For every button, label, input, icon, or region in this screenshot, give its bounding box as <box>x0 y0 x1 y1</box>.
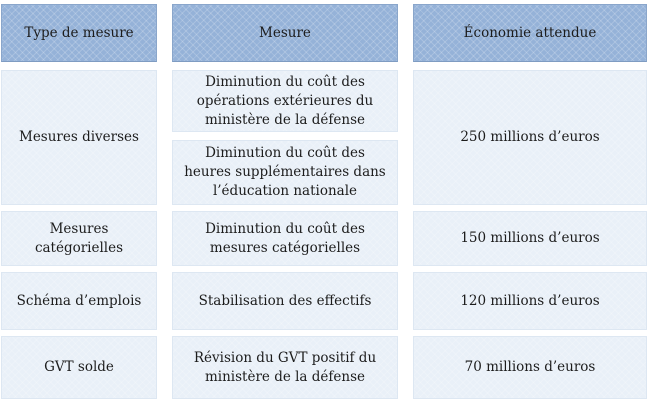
header-label: Mesure <box>259 24 311 41</box>
cell-text: Révision du GVT positif du ministère de la défense <box>193 349 377 385</box>
header-label: Type de mesure <box>24 24 134 41</box>
cell-type-gvt-solde <box>1 336 157 399</box>
cell-type-schema-emplois <box>1 272 157 330</box>
header-cell-economie-attendue <box>413 4 647 62</box>
cell-text: Diminution du coût des heures supplémentaires dans l’éducation nationale <box>184 145 386 199</box>
cell-mesure-operations-exterieures <box>172 70 398 132</box>
cell-text: 150 millions d’euros <box>460 230 600 246</box>
cell-economie-120-millions <box>413 272 647 330</box>
cell-text: 70 millions d’euros <box>464 359 596 375</box>
cell-text: Mesures catégorielles <box>34 220 124 256</box>
cell-text: Stabilisation des effectifs <box>198 292 372 309</box>
cell-text: 250 millions d’euros <box>460 129 600 145</box>
cell-type-mesures-categorielles <box>1 211 157 266</box>
cell-text: 120 millions d’euros <box>460 292 600 309</box>
cell-economie-150-millions <box>413 211 647 266</box>
header-cell-type-de-mesure <box>1 4 157 62</box>
cell-mesure-mesures-categorielles <box>172 211 398 266</box>
cell-mesure-revision-gvt <box>172 336 398 399</box>
cell-text: GVT solde <box>44 359 114 375</box>
cell-text: Mesures diverses <box>19 129 139 145</box>
header-cell-mesure <box>172 4 398 62</box>
cell-mesure-heures-supplementaires <box>172 140 398 205</box>
cell-text: Diminution du coût des opérations extérieures du ministère de la défense <box>196 73 374 128</box>
measures-table <box>1 4 647 399</box>
cell-economie-250-millions <box>413 70 647 205</box>
header-label: Économie attendue <box>463 24 597 41</box>
cell-economie-70-millions <box>413 336 647 399</box>
cell-type-mesures-diverses <box>1 70 157 205</box>
cell-text: Diminution du coût des mesures catégorielles <box>205 220 365 256</box>
cell-text: Schéma d’emplois <box>16 292 142 309</box>
cell-mesure-stabilisation-effectifs <box>172 272 398 330</box>
